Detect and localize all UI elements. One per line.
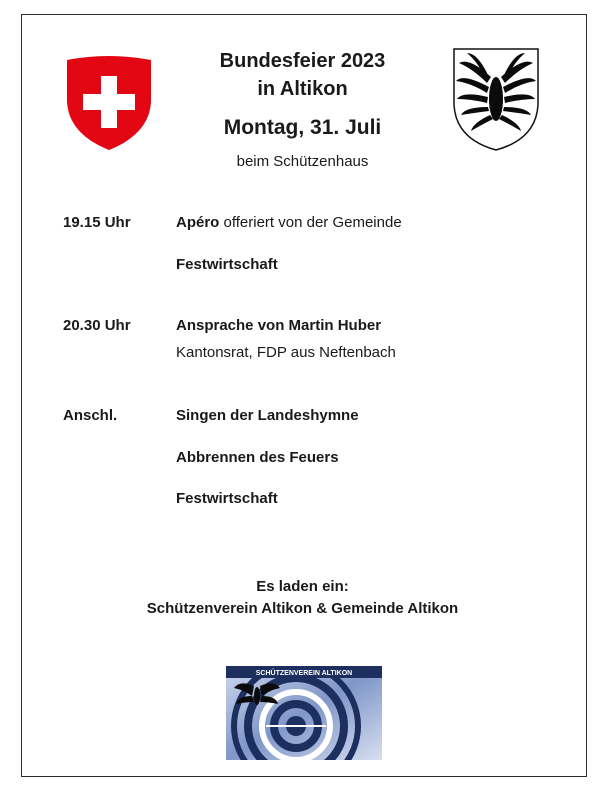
program-item-landeshymne: Singen der Landeshymne — [176, 407, 359, 424]
time-2030: 20.30 Uhr — [63, 317, 131, 334]
apero-label: Apéro — [176, 214, 220, 231]
program-item-feuer: Abbrennen des Feuers — [176, 449, 339, 466]
title-line-2: in Altikon — [257, 78, 348, 100]
apero-description: offeriert von der Gemeinde — [219, 214, 402, 231]
time-1915: 19.15 Uhr — [63, 214, 131, 231]
title-line-1: Bundesfeier 2023 — [219, 50, 386, 72]
program-item-festwirtschaft-1: Festwirtschaft — [176, 256, 278, 273]
event-date: Montag, 31. Juli — [223, 116, 382, 139]
program-item-ansprache: Ansprache von Martin Huber — [176, 317, 382, 334]
program-item-speaker-info: Kantonsrat, FDP aus Neftenbach — [176, 344, 396, 361]
time-anschl: Anschl. — [63, 407, 118, 424]
target-logo-icon — [226, 666, 382, 760]
invitation-hosts: Schützenverein Altikon & Gemeinde Altikon — [146, 600, 459, 617]
schuetzenverein-logo — [226, 666, 382, 760]
club-logo-banner-text: SCHÜTZENVEREIN ALTIKON — [255, 670, 353, 677]
program-item-apero — [176, 214, 402, 231]
invitation-heading: Es laden ein: — [256, 578, 349, 595]
event-location: beim Schützenhaus — [236, 153, 369, 170]
program-item-festwirtschaft-2: Festwirtschaft — [176, 490, 278, 507]
